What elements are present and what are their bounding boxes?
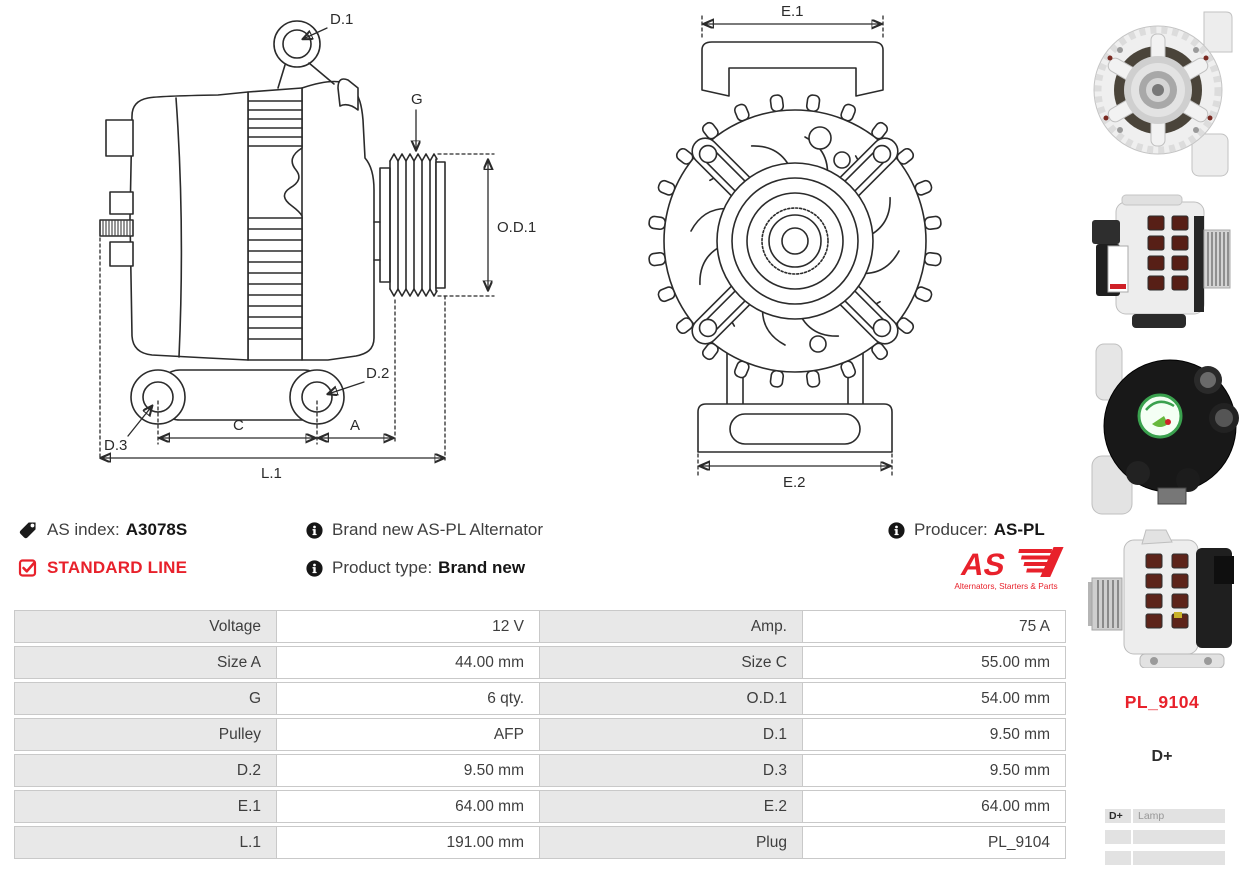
product-type-value: Brand new — [438, 558, 526, 577]
product-type-label: Product type: — [332, 558, 433, 577]
logo-as-text: AS — [958, 547, 1009, 582]
pin-function-empty — [1133, 830, 1225, 844]
spec-value: 54.00 mm — [803, 682, 1066, 715]
dim-label-g: G — [411, 91, 423, 108]
dim-label-l1: L.1 — [261, 465, 282, 482]
product-photo-side-left[interactable] — [1084, 526, 1242, 668]
spec-label: E.2 — [540, 790, 803, 823]
table-row — [14, 646, 1066, 679]
spec-value: 64.00 mm — [277, 790, 540, 823]
description-text: Brand new AS-PL Alternator — [332, 520, 544, 539]
product-type — [306, 557, 525, 579]
spec-label: Size A — [14, 646, 277, 679]
table-row — [14, 754, 1066, 787]
spec-value: 64.00 mm — [803, 790, 1066, 823]
producer-value: AS-PL — [993, 520, 1045, 539]
dim-label-e2: E.2 — [783, 474, 806, 490]
spec-label: D.2 — [14, 754, 277, 787]
spec-value: AFP — [277, 718, 540, 751]
pin-row — [1105, 830, 1225, 844]
as-index — [18, 519, 187, 541]
spec-label: L.1 — [14, 826, 277, 859]
diagram-front-view — [630, 0, 960, 490]
table-row — [14, 610, 1066, 643]
standard-line-label: STANDARD LINE — [47, 558, 188, 577]
spec-value: 6 qty. — [277, 682, 540, 715]
spec-label: Pulley — [14, 718, 277, 751]
table-row — [14, 718, 1066, 751]
spec-label: Size C — [540, 646, 803, 679]
dim-label-c: C — [233, 417, 244, 434]
spec-label: G — [14, 682, 277, 715]
dim-label-od1: O.D.1 — [497, 219, 537, 236]
pin-function: Lamp — [1133, 809, 1225, 823]
tag-icon — [18, 520, 38, 540]
spec-value: 9.50 mm — [803, 754, 1066, 787]
producer — [888, 519, 1045, 541]
spec-value: PL_9104 — [803, 826, 1066, 859]
pin-row — [1105, 809, 1225, 823]
dim-label-d1: D.1 — [330, 11, 354, 28]
pin-table — [1105, 809, 1225, 872]
info-icon — [306, 522, 323, 539]
pin-name-empty — [1105, 830, 1131, 844]
table-row — [14, 790, 1066, 823]
spec-value: 55.00 mm — [803, 646, 1066, 679]
spec-label: Amp. — [540, 610, 803, 643]
spec-label: Plug — [540, 826, 803, 859]
pin-name-empty — [1105, 851, 1131, 865]
spec-label: E.1 — [14, 790, 277, 823]
dim-label-e1: E.1 — [781, 3, 804, 20]
aspl-brand-logo — [936, 545, 1076, 593]
product-photo-side-right[interactable] — [1084, 186, 1242, 334]
dim-label-a: A — [350, 417, 361, 434]
terminal-code: D+ — [1151, 748, 1173, 765]
spec-value: 191.00 mm — [277, 826, 540, 859]
product-photo-front[interactable] — [1084, 8, 1242, 180]
pin-function-empty — [1133, 851, 1225, 865]
as-index-value: A3078S — [125, 520, 188, 539]
as-index-label: AS index: — [47, 520, 120, 539]
spec-value: 75 A — [803, 610, 1066, 643]
spec-value: 9.50 mm — [277, 754, 540, 787]
logo-tagline: Alternators, Starters & Parts — [954, 581, 1058, 591]
spec-table — [14, 607, 1066, 862]
pin-row — [1105, 851, 1225, 865]
info-icon — [888, 522, 905, 539]
info-icon — [306, 560, 323, 577]
spec-label: D.3 — [540, 754, 803, 787]
spec-label: Voltage — [14, 610, 277, 643]
pin-name: D+ — [1105, 809, 1131, 823]
table-row — [14, 682, 1066, 715]
spec-label: D.1 — [540, 718, 803, 751]
standard-line-badge — [18, 557, 187, 579]
spec-value: 44.00 mm — [277, 646, 540, 679]
diagram-side-view — [88, 8, 548, 483]
dim-label-d2: D.2 — [366, 365, 390, 382]
product-description — [306, 519, 543, 541]
spec-value: 12 V — [277, 610, 540, 643]
producer-label: Producer: — [914, 520, 988, 539]
table-row — [14, 826, 1066, 859]
product-photo-rear[interactable] — [1084, 338, 1242, 520]
dim-label-d3: D.3 — [104, 437, 128, 454]
spec-label: O.D.1 — [540, 682, 803, 715]
plug-code: PL_9104 — [1124, 692, 1200, 712]
spec-value: 9.50 mm — [803, 718, 1066, 751]
checkbox-checked-icon — [18, 558, 38, 578]
